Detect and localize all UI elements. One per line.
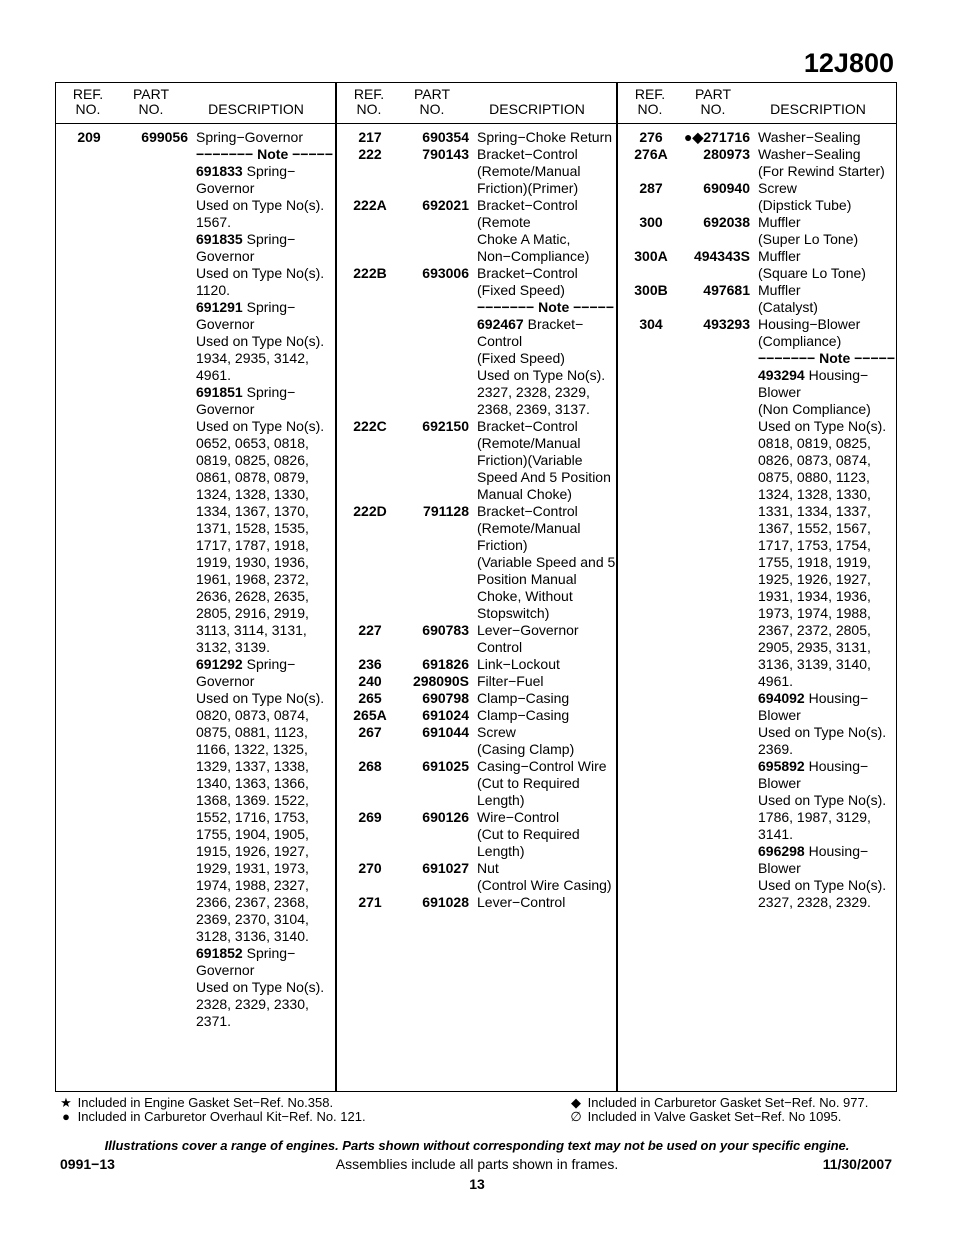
description-line: 1974, 1988, 2327,: [196, 877, 309, 893]
ref-number: 300: [639, 214, 663, 230]
description-line: Used on Type No(s).: [758, 724, 887, 740]
description-line: Governor: [196, 248, 255, 264]
description-line: Used on Type No(s).: [758, 877, 887, 893]
note-divider: −−−−−−− Note −−−−−: [477, 299, 614, 315]
description-line: 0652, 0653, 0818,: [196, 435, 309, 451]
description-line: Casing−Control Wire: [477, 758, 607, 774]
description-line: 3113, 3114, 3131,: [196, 622, 307, 638]
alternate-part-number: 692467: [477, 316, 524, 332]
description-line: Bracket−Control: [477, 265, 578, 281]
description-line: Friction): [477, 537, 528, 553]
description-line: Control: [477, 333, 523, 349]
part-number: 692038: [703, 214, 750, 230]
part-number: 699056: [141, 129, 188, 145]
part-description: [477, 860, 621, 894]
description-line: Lever−Governor: [477, 622, 579, 638]
part-number: 692021: [422, 197, 469, 213]
description-line: 1925, 1926, 1927,: [758, 571, 871, 587]
description-line: Bracket−Control: [477, 503, 578, 519]
parts-column: [341, 129, 615, 911]
description-line: (Cut to Required: [477, 826, 580, 842]
column-header: [618, 83, 897, 123]
ref-number: 222B: [353, 265, 387, 281]
ref-number: 300A: [634, 248, 668, 264]
part-number: 493293: [703, 316, 750, 332]
ref-number: 276: [639, 129, 663, 145]
part-row: [341, 758, 615, 809]
part-row: [622, 282, 896, 316]
description-line: 2805, 2916, 2919,: [196, 605, 309, 621]
ref-number: 270: [358, 860, 382, 876]
disclaimer: Illustrations cover a range of engines. Parts shown without corresponding text may not be used on your specific engine.: [104, 1138, 850, 1153]
description-line: 1331, 1334, 1337,: [758, 503, 871, 519]
description-line: 1717, 1753, 1754,: [758, 537, 871, 553]
description-line: 1915, 1926, 1927,: [196, 843, 309, 859]
part-number: 693006: [422, 265, 469, 281]
part-number: 790143: [422, 146, 469, 162]
ref-number: 271: [358, 894, 382, 910]
model-number: 12J800: [803, 48, 894, 78]
ref-number: 217: [358, 129, 382, 145]
part-description: [758, 282, 902, 316]
part-description: [477, 146, 621, 197]
description-line: Housing−Blower: [758, 316, 861, 332]
alternate-part-number: 691292: [196, 656, 243, 672]
part-description: [477, 707, 621, 724]
description-line: 1334, 1367, 1370,: [196, 503, 309, 519]
part-row: [622, 316, 896, 911]
description-line: Manual Choke): [477, 486, 572, 502]
alternate-part-line: 691833 Spring−: [196, 163, 296, 179]
part-row: [622, 214, 896, 248]
description-line: Governor: [196, 316, 255, 332]
part-number: 298090S: [412, 673, 469, 689]
part-number: 691044: [422, 724, 469, 740]
description-line: Speed And 5 Position: [477, 469, 611, 485]
alternate-part-number: 691835: [196, 231, 243, 247]
description-line: 4961.: [196, 367, 232, 383]
description-line: Lever−Control: [477, 894, 566, 910]
description-line: (Dipstick Tube): [758, 197, 852, 213]
description-line: Link−Lockout: [477, 656, 560, 672]
alternate-part-number: 493294: [758, 367, 805, 383]
part-number: 690354: [422, 129, 469, 145]
part-description: [477, 758, 621, 809]
description-line: Used on Type No(s).: [196, 979, 325, 995]
description-line: Bracket−Control: [477, 197, 578, 213]
description-line: 1120.: [196, 282, 230, 298]
alternate-part-line: 694092 Housing−: [758, 690, 869, 706]
part-row: [341, 724, 615, 758]
part-description: [477, 503, 621, 622]
description-line: Choke A Matic,: [477, 231, 571, 247]
description-line: 2636, 2628, 2635,: [196, 588, 309, 604]
description-line: Stopswitch): [477, 605, 550, 621]
alternate-part-number: 696298: [758, 843, 805, 859]
assemblies-note: Assemblies include all parts shown in frames.: [335, 1156, 619, 1172]
date: 11/30/2007: [822, 1156, 892, 1172]
description-line: Used on Type No(s).: [196, 265, 325, 281]
alternate-part-number: 691852: [196, 945, 243, 961]
alternate-part-number: 691833: [196, 163, 243, 179]
ref-number: 269: [358, 809, 382, 825]
description-line: 2369.: [758, 741, 794, 757]
footnote-star: ★ Included in Engine Gasket Set−Ref. No.358.: [58, 1095, 333, 1111]
ref-number: 265A: [353, 707, 387, 723]
description-line: (Variable Speed and 5: [477, 554, 616, 570]
part-number: 497681: [703, 282, 750, 298]
page-number: 13: [469, 1176, 485, 1192]
description-line: Used on Type No(s).: [196, 333, 325, 349]
part-number: 691826: [422, 656, 469, 672]
footnote-dot: ● Included in Carburetor Overhaul Kit−Ref. No. 121.: [58, 1109, 366, 1124]
description-line: (Compliance): [758, 333, 842, 349]
description-line: (Remote: [477, 214, 531, 230]
description-line: 1166, 1322, 1325,: [196, 741, 308, 757]
part-description: [758, 146, 902, 180]
part-number: 691027: [422, 860, 469, 876]
description-line: Friction)(Primer): [477, 180, 579, 196]
empty-set-icon: ∅: [570, 1109, 582, 1124]
part-number: 690126: [422, 809, 469, 825]
description-line: Non−Compliance): [477, 248, 590, 264]
part-description: [477, 197, 621, 265]
description-line: 1324, 1328, 1330,: [196, 486, 309, 502]
part-description: [477, 809, 621, 860]
description-line: 1755, 1918, 1919,: [758, 554, 871, 570]
part-description: [477, 673, 621, 690]
diamond-icon: ◆: [571, 1095, 581, 1110]
part-number: 691025: [422, 758, 469, 774]
part-row: [622, 129, 896, 146]
description-line: Clamp−Casing: [477, 690, 570, 706]
description-line: Used on Type No(s).: [758, 792, 887, 808]
description-line: (Super Lo Tone): [758, 231, 859, 247]
description-line: Muffler: [758, 282, 801, 298]
description-line: 0826, 0873, 0874,: [758, 452, 871, 468]
part-row: [341, 809, 615, 860]
description-line: (Cut to Required: [477, 775, 580, 791]
part-row: [341, 894, 615, 911]
part-row: [341, 265, 615, 418]
part-description: [477, 418, 621, 503]
part-description: [477, 724, 621, 758]
part-description: [477, 622, 621, 656]
part-description: [477, 656, 621, 673]
description-line: 3136, 3139, 3140,: [758, 656, 871, 672]
part-description: [758, 214, 902, 248]
description-line: 1786, 1987, 3129,: [758, 809, 871, 825]
part-row: [622, 180, 896, 214]
part-description: [196, 129, 340, 1030]
description-line: Length): [477, 843, 525, 859]
part-number: ●◆271716: [684, 129, 750, 145]
description-line: Control: [477, 639, 523, 655]
part-description: [477, 129, 621, 146]
part-number: 690798: [422, 690, 469, 706]
bullet-icon: ●: [62, 1109, 70, 1124]
ref-number: 287: [639, 180, 663, 196]
ref-number: 265: [358, 690, 382, 706]
description-line: Washer−Sealing: [758, 129, 861, 145]
description-line: Governor: [196, 962, 255, 978]
part-number: 691028: [422, 894, 469, 910]
description-line: 0875, 0881, 1123,: [196, 724, 308, 740]
column-header: [56, 83, 335, 123]
description-line: 4961.: [758, 673, 794, 689]
description-line: Muffler: [758, 248, 801, 264]
description-line: 1755, 1904, 1905,: [196, 826, 309, 842]
ref-number: 222A: [353, 197, 387, 213]
description-line: 1552, 1716, 1753,: [196, 809, 309, 825]
description-line: (Remote/Manual: [477, 163, 581, 179]
description-line: Blower: [758, 707, 801, 723]
ref-no-header: REF. NO.: [353, 86, 385, 117]
description-line: Blower: [758, 775, 801, 791]
part-row: [341, 860, 615, 894]
description-line: 3141.: [758, 826, 794, 842]
description-line: 2327, 2328, 2329,: [477, 384, 590, 400]
description-line: Screw: [758, 180, 797, 196]
ref-number: 222: [358, 146, 382, 162]
document-number: 0991−13: [60, 1156, 115, 1172]
part-row: [622, 248, 896, 282]
column-header: [337, 83, 616, 123]
description-line: 1931, 1934, 1936,: [758, 588, 871, 604]
footnote-empty-set: ∅ Included in Valve Gasket Set−Ref. No 1095.: [568, 1109, 841, 1125]
part-no-header: PART NO.: [413, 86, 451, 117]
part-description: [758, 180, 902, 214]
description-line: 1324, 1328, 1330,: [758, 486, 871, 502]
part-description: [477, 894, 621, 911]
ref-number: 222C: [353, 418, 387, 434]
description-line: Blower: [758, 860, 801, 876]
description-line: Used on Type No(s).: [758, 418, 887, 434]
description-line: (Control Wire Casing): [477, 877, 612, 893]
description-line: Bracket−Control: [477, 418, 578, 434]
description-line: (Square Lo Tone): [758, 265, 866, 281]
alternate-part-line: 493294 Housing−: [758, 367, 869, 383]
alternate-part-number: 691291: [196, 299, 243, 315]
description-line: 2328, 2329, 2330,: [196, 996, 309, 1012]
description-line: (Casing Clamp): [477, 741, 575, 757]
description-line: (Remote/Manual: [477, 435, 581, 451]
description-line: 2367, 2372, 2805,: [758, 622, 871, 638]
description-line: 1961, 1968, 2372,: [196, 571, 309, 587]
alternate-part-line: 691291 Spring−: [196, 299, 296, 315]
description-line: 1371, 1528, 1535,: [196, 520, 309, 536]
description-line: 1367, 1552, 1567,: [758, 520, 871, 536]
description-line: 1368, 1369. 1522,: [196, 792, 309, 808]
description-line: 3128, 3136, 3140.: [196, 928, 309, 944]
alternate-part-line: 696298 Housing−: [758, 843, 869, 859]
part-no-header: PART NO.: [694, 86, 732, 117]
description-line: (Fixed Speed): [477, 350, 565, 366]
parts-column: [622, 129, 896, 911]
description-line: 2368, 2369, 3137.: [477, 401, 590, 417]
ref-number: 304: [639, 316, 663, 332]
part-row: [60, 129, 334, 1030]
description-line: Screw: [477, 724, 516, 740]
description-line: 0819, 0825, 0826,: [196, 452, 309, 468]
alternate-part-line: 691835 Spring−: [196, 231, 296, 247]
description-line: Choke, Without: [477, 588, 573, 604]
part-row: [341, 418, 615, 503]
description-line: Length): [477, 792, 525, 808]
description-header: DESCRIPTION: [489, 101, 585, 117]
ref-no-header: REF. NO.: [72, 86, 104, 117]
description-line: Used on Type No(s).: [196, 690, 325, 706]
description-line: (Non Compliance): [758, 401, 871, 417]
description-line: Spring−Governor: [196, 129, 304, 145]
part-description: [758, 248, 902, 282]
description-line: 2905, 2935, 3131,: [758, 639, 871, 655]
part-description: [758, 316, 902, 911]
description-line: Nut: [477, 860, 499, 876]
description-line: Washer−Sealing: [758, 146, 861, 162]
description-line: 2366, 2367, 2368,: [196, 894, 309, 910]
description-line: Muffler: [758, 214, 801, 230]
alternate-part-line: 692467 Bracket−: [477, 316, 584, 332]
description-line: Used on Type No(s).: [477, 367, 606, 383]
part-row: [341, 129, 615, 146]
description-line: Governor: [196, 401, 255, 417]
part-row: [341, 707, 615, 724]
description-line: 1567.: [196, 214, 232, 230]
description-line: 2369, 2370, 3104,: [196, 911, 309, 927]
description-line: 1329, 1337, 1338,: [196, 758, 309, 774]
part-row: [341, 622, 615, 656]
part-number: 692150: [422, 418, 469, 434]
description-line: (For Rewind Starter): [758, 163, 885, 179]
description-line: 1929, 1931, 1973,: [196, 860, 309, 876]
description-line: Governor: [196, 180, 255, 196]
description-line: (Catalyst): [758, 299, 818, 315]
ref-number: 236: [358, 656, 382, 672]
description-line: Blower: [758, 384, 801, 400]
part-row: [341, 197, 615, 265]
description-line: Spring−Choke Return: [477, 129, 613, 145]
description-line: 2327, 2328, 2329.: [758, 894, 871, 910]
alternate-part-line: 691292 Spring−: [196, 656, 296, 672]
description-line: Filter−Fuel: [477, 673, 544, 689]
part-row: [622, 146, 896, 180]
description-line: Used on Type No(s).: [196, 418, 325, 434]
note-divider: −−−−−−− Note −−−−−: [758, 350, 895, 366]
description-line: 0875, 0880, 1123,: [758, 469, 870, 485]
part-number: 791128: [423, 503, 469, 519]
description-line: 0861, 0878, 0879,: [196, 469, 309, 485]
part-number: 690940: [703, 180, 750, 196]
description-line: Governor: [196, 673, 255, 689]
alternate-part-number: 695892: [758, 758, 805, 774]
star-icon: ★: [60, 1095, 72, 1110]
alternate-part-line: 691851 Spring−: [196, 384, 296, 400]
ref-number: 209: [77, 129, 101, 145]
ref-number: 276A: [634, 146, 668, 162]
alternate-part-line: 691852 Spring−: [196, 945, 296, 961]
description-line: 1717, 1787, 1918,: [196, 537, 309, 553]
alternate-part-line: 695892 Housing−: [758, 758, 869, 774]
ref-number: 240: [358, 673, 382, 689]
description-line: Bracket−Control: [477, 146, 578, 162]
description-line: 3132, 3139.: [196, 639, 270, 655]
part-number: 691024: [422, 707, 469, 723]
description-header: DESCRIPTION: [770, 101, 866, 117]
ref-number: 268: [358, 758, 382, 774]
ref-no-header: REF. NO.: [634, 86, 666, 117]
part-row: [341, 656, 615, 673]
part-number: 494343S: [693, 248, 750, 264]
description-line: 0820, 0873, 0874,: [196, 707, 309, 723]
part-row: [341, 673, 615, 690]
ref-number: 300B: [634, 282, 668, 298]
part-number: 690783: [422, 622, 469, 638]
description-line: (Fixed Speed): [477, 282, 565, 298]
part-description: [758, 129, 902, 146]
description-line: 2371.: [196, 1013, 232, 1029]
description-line: 1919, 1930, 1936,: [196, 554, 309, 570]
description-line: Friction)(Variable: [477, 452, 583, 468]
description-line: Used on Type No(s).: [196, 197, 325, 213]
part-description: [477, 265, 621, 418]
alternate-part-number: 691851: [196, 384, 243, 400]
description-line: Clamp−Casing: [477, 707, 570, 723]
part-description: [477, 690, 621, 707]
description-line: 0818, 0819, 0825,: [758, 435, 871, 451]
part-row: [341, 690, 615, 707]
parts-column: [60, 129, 334, 1030]
ref-number: 222D: [353, 503, 387, 519]
description-line: Wire−Control: [477, 809, 560, 825]
ref-number: 267: [358, 724, 382, 740]
description-line: 1934, 2935, 3142,: [196, 350, 309, 366]
part-row: [341, 503, 615, 622]
footnote-diamond: ◆ Included in Carburetor Gasket Set−Ref. No. 977.: [568, 1095, 868, 1111]
description-line: (Remote/Manual: [477, 520, 581, 536]
parts-table: [55, 82, 897, 1092]
description-line: 1340, 1363, 1366,: [196, 775, 309, 791]
note-divider: −−−−−−− Note −−−−−: [196, 146, 333, 162]
description-line: Position Manual: [477, 571, 577, 587]
description-line: 1973, 1974, 1988,: [758, 605, 871, 621]
ref-number: 227: [358, 622, 382, 638]
part-no-header: PART NO.: [132, 86, 170, 117]
part-number: 280973: [703, 146, 750, 162]
part-row: [341, 146, 615, 197]
description-header: DESCRIPTION: [208, 101, 304, 117]
alternate-part-number: 694092: [758, 690, 805, 706]
